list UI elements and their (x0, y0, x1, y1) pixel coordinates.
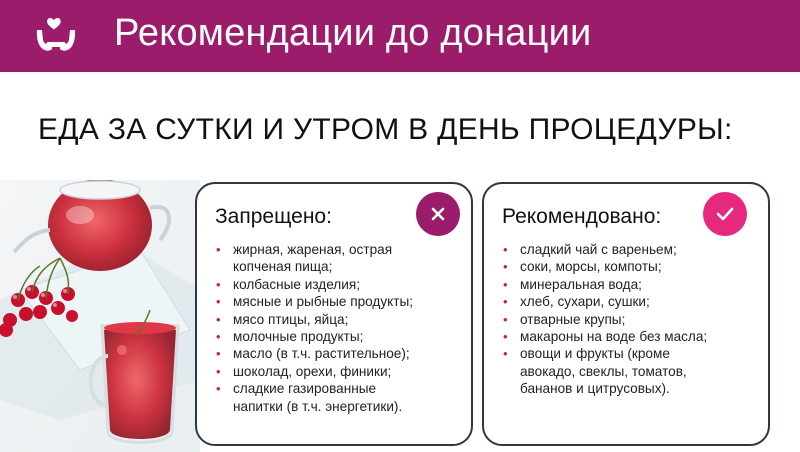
recommended-list (502, 241, 707, 398)
list-item: • сладкий чай с вареньем; (502, 241, 707, 258)
list-item: • жирная, жареная, острая копченая пища; (215, 241, 413, 276)
check-icon (715, 206, 735, 222)
list-item: • молочные продукты; (215, 328, 413, 345)
forbidden-list (215, 241, 413, 415)
recommended-card (482, 182, 770, 446)
recommended-card-title: Рекомендовано: (502, 205, 662, 228)
section-heading: ЕДА ЗА СУТКИ И УТРОМ В ДЕНЬ ПРОЦЕДУРЫ: (38, 113, 733, 146)
forbidden-card (195, 182, 473, 446)
list-item: • шоколад, орехи, финики; (215, 363, 413, 380)
recommended-badge (703, 192, 747, 236)
close-icon (430, 206, 446, 222)
list-item: • овощи и фрукты (кроме авокадо, свеклы, томатов, бананов и цитрусовых). (502, 345, 707, 397)
list-item: • масло (в т.ч. растительное); (215, 345, 413, 362)
list-item: • минеральная вода; (502, 276, 707, 293)
page-title: Рекомендации до донации (114, 12, 592, 54)
list-item: • соки, морсы, компоты; (502, 258, 707, 275)
forbidden-card-title: Запрещено: (215, 205, 332, 228)
list-item: • колбасные изделия; (215, 276, 413, 293)
list-item: • сладкие газированные напитки (в т.ч. энергетики). (215, 380, 413, 415)
list-item: • мясо птицы, яйца; (215, 311, 413, 328)
list-item: • хлеб, сухари, сушки; (502, 293, 707, 310)
hands-heart-logo-icon (34, 16, 78, 56)
tea-and-cherries-photo (0, 180, 200, 452)
list-item: • макароны на воде без масла; (502, 328, 707, 345)
list-item: • отварные крупы; (502, 311, 707, 328)
list-item: • мясные и рыбные продукты; (215, 293, 413, 310)
header-bar (0, 0, 800, 72)
forbidden-badge (416, 192, 460, 236)
